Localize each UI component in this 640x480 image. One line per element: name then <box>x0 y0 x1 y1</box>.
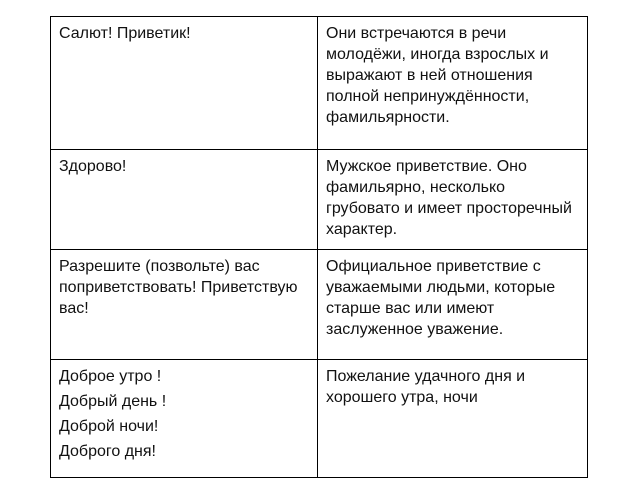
greeting-cell-4 <box>51 360 318 477</box>
description-cell-4 <box>318 360 587 477</box>
greeting-cell-2 <box>51 150 318 250</box>
greeting-text: Добрый день ! <box>59 393 167 410</box>
greeting-cell-1 <box>51 17 318 150</box>
greeting-text: Разрешите (позвольте) вас поприветствовать! Приветствую вас! <box>59 258 298 317</box>
greeting-text: Доброй ночи! <box>59 418 159 435</box>
greeting-text: Доброе утро ! <box>59 368 162 385</box>
greeting-text: Доброго дня! <box>59 443 156 460</box>
description-text: Пожелание удачного дня и хорошего утра, ночи <box>326 368 526 406</box>
greetings-table <box>50 16 588 478</box>
description-cell-3 <box>318 250 587 360</box>
description-cell-1 <box>318 17 587 150</box>
description-text: Официальное приветствие с уважаемыми людьми, которые старше вас или имеют заслуженное уважение. <box>326 258 556 338</box>
greeting-text: Салют! Приветик! <box>59 25 191 42</box>
greeting-cell-3 <box>51 250 318 360</box>
description-cell-2 <box>318 150 587 250</box>
description-text: Мужское приветствие. Оно фамильярно, несколько грубовато и имеет просторечный характер. <box>326 158 572 238</box>
description-text: Они встречаются в речи молодёжи, иногда взрослых и выражают в ней отношения полной непринуждённости, фамильярности. <box>326 25 549 126</box>
greeting-text: Здорово! <box>59 158 127 175</box>
